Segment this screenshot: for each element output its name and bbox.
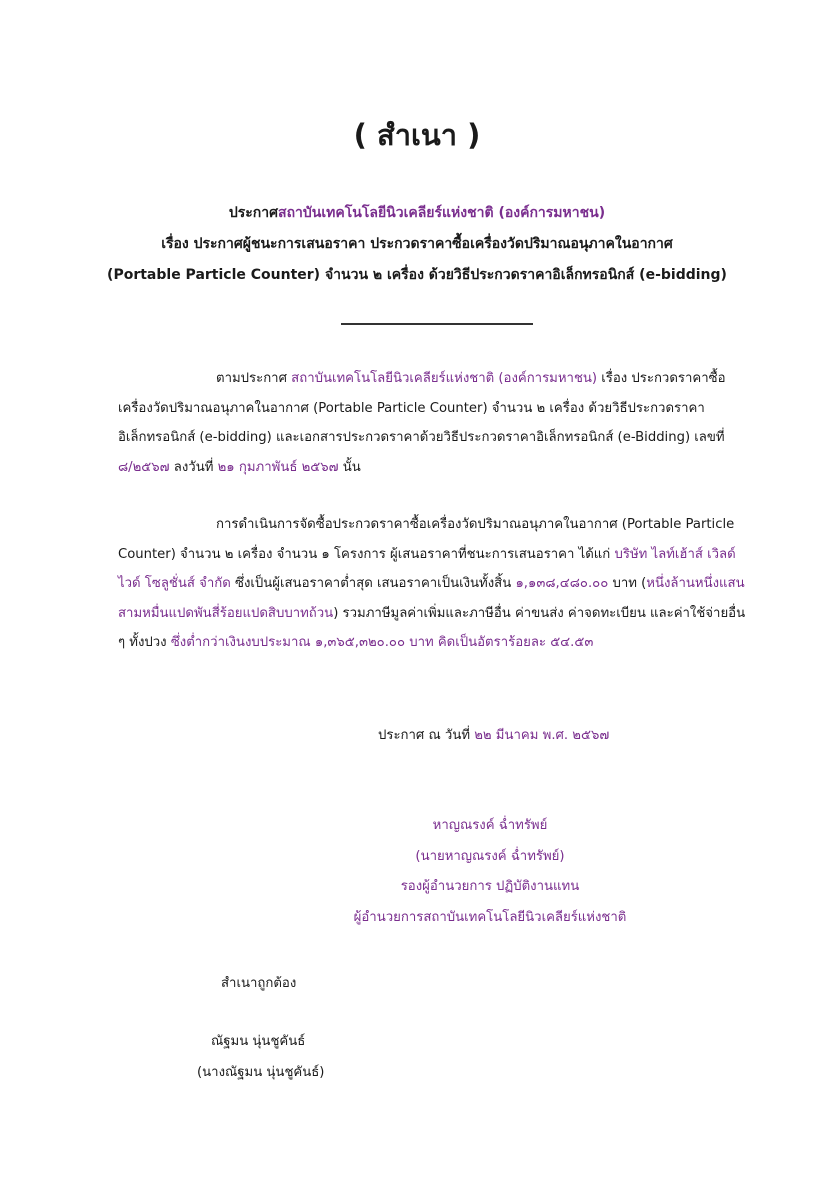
- certifier-signature-name: ณัฐมน นุ่นชูคันธ์: [211, 1034, 306, 1049]
- signature-full-name: (นายหาญณรงค์ ฉ่ำทรัพย์): [415, 848, 565, 864]
- p2-text-3: บาท (: [608, 576, 647, 591]
- p2-text-1: การดำเนินการจัดซื้อประกวดราคาซื้อเครื่องวัดปริมาณอนุภาคในอากาศ (Portable Particle Counter) จำนวน ๒ เครื่อง จำนวน ๑ โครงการ ผู้เสนอราคาที่ชนะการเสนอราคา ได้แก่: [118, 517, 735, 562]
- p1-organization: สถาบันเทคโนโลยีนิวเคลียร์แห่งชาติ (องค์การมหาชน): [291, 371, 598, 386]
- header-prefix: ประกาศ: [228, 205, 279, 221]
- p2-amount: ๑,๑๓๘,๔๘๐.๐๐: [515, 576, 609, 591]
- paragraph-award-details: [118, 510, 748, 658]
- signature-position-2: ผู้อำนวยการสถาบันเทคโนโลยีนิวเคลียร์แห่งชาติ: [353, 909, 627, 925]
- p2-text-5: ซึ่งต่ำกว่าเงินงบประมาณ: [170, 635, 315, 650]
- certifier-full-name: (นางณัฐมน นุ่นชูคันธ์): [197, 1065, 325, 1080]
- signature-block: [330, 811, 650, 933]
- p2-text-6: บาท คิดเป็นอัตราร้อยละ: [405, 635, 551, 650]
- p1-text-2: เรื่อง ประกวดราคาซื้อเครื่องวัดปริมาณอนุภาคในอากาศ (Portable Particle Counter) จำนวน ๒ เครื่อง ด้วยวิธีประกวดราคาอิเล็กทรอนิกส์ (e-bidding) และเอกสารประกวดราคาด้วยวิธีประกวดราคาอิเล็กทรอนิกส์ (e-Bidding) เลขที่: [118, 371, 726, 445]
- p1-text-3: ลงวันที่: [169, 459, 218, 475]
- header-organization: สถาบันเทคโนโลยีนิวเคลียร์แห่งชาติ (องค์การมหาชน): [278, 205, 606, 221]
- header-divider: [341, 323, 533, 325]
- p2-amount-in-words: หนึ่งล้านหนึ่งแสนสามหมื่นแปดพันสี่ร้อยแปดสิบบาทถ้วน: [118, 576, 745, 621]
- p2-budget: ๑,๓๖๕,๓๒๐.๐๐: [314, 635, 405, 650]
- paragraph-announcement-reference: [118, 364, 748, 482]
- p2-text-4: ) รวมภาษีมูลค่าเพิ่มและภาษีอื่น ค่าขนส่ง ค่าจดทะเบียน และค่าใช้จ่ายอื่น ๆ ทั้งปวง: [118, 605, 746, 650]
- announce-date: ๒๒ มีนาคม พ.ศ. ๒๕๖๗: [474, 728, 610, 743]
- document-title: ( สำเนา ): [353, 118, 481, 152]
- p1-text-4: นั้น: [338, 459, 361, 475]
- signature-name: หาญณรงค์ ฉ่ำทรัพย์: [432, 818, 548, 833]
- p1-date: ๒๑ กุมภาพันธ์ ๒๕๖๗: [217, 459, 339, 475]
- p2-text-2: ซึ่งเป็นผู้เสนอราคาต่ำสุด เสนอราคาเป็นเงินทั้งสิ้น: [230, 576, 516, 591]
- header-line-3: (Portable Particle Counter) จำนวน ๒ เครื่อง ด้วยวิธีประกวดราคาอิเล็กทรอนิกส์ (e-bidding): [107, 267, 727, 283]
- signature-position-1: รองผู้อำนวยการ ปฏิบัติงานแทน: [400, 879, 580, 894]
- p2-winner-company: บริษัท ไลท์เฮ้าส์ เวิลด์ไวด์ โซลูชั่นส์ จำกัด: [118, 546, 736, 591]
- header-line-2: เรื่อง ประกาศผู้ชนะการเสนอราคา ประกวดราคาซื้อเครื่องวัดปริมาณอนุภาคในอากาศ: [161, 236, 673, 252]
- certified-copy-label: สำเนาถูกต้อง: [221, 976, 297, 991]
- announce-prefix: ประกาศ ณ วันที่: [378, 728, 475, 743]
- announcement-date-line: [378, 724, 609, 745]
- p1-text-1: ตามประกาศ: [216, 371, 292, 386]
- header-line-1: [0, 202, 834, 224]
- p2-percentage: ๕๔.๕๓: [550, 635, 594, 650]
- p1-document-number: ๘/๒๕๖๗: [118, 459, 170, 475]
